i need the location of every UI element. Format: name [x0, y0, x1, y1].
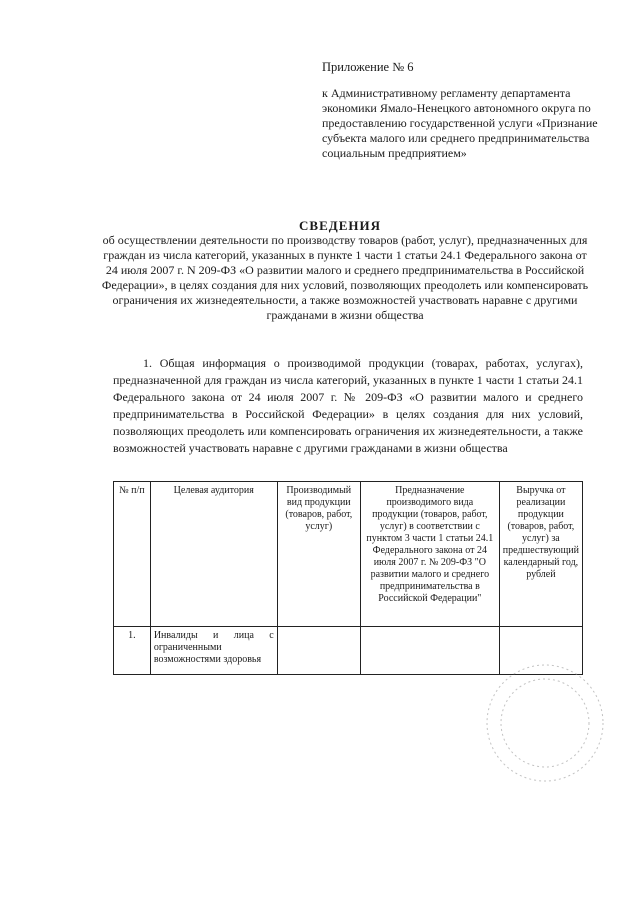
header-target-audience: Целевая аудитория	[150, 482, 277, 627]
header-number: № п/п	[114, 482, 151, 627]
document-subheading: об осуществлении деятельности по производству товаров (работ, услуг), предназначенных для граждан из числа категорий, указанных в пункте 1 части 1 статьи 24.1 Федерального закона от 24 июля 2007 г. N 209-ФЗ «О развитии малого и среднего предпринимательства в Российской Федерации», в целях создания для них условий, позволяющих преодолеть или компенсировать ограничения их жизнедеятельности, а также возможностей участвовать наравне с другими гражданами в жизни общества	[101, 233, 589, 322]
table-row	[114, 627, 583, 675]
table-header-row	[114, 482, 583, 627]
appendix-title: Приложение № 6	[322, 60, 414, 74]
row-product-type	[277, 627, 360, 675]
row-revenue	[499, 627, 582, 675]
row-target-audience: Инвалиды и лица с ограниченными возможностями здоровья	[150, 627, 277, 675]
appendix-annotation: к Административному регламенту департамента экономики Ямало-Ненецкого автономного округа по предоставлению государственной услуги «Признание субъекта малого или среднего предпринимательства социальным предприятием»	[322, 86, 598, 160]
section-1-paragraph: 1. Общая информация о производимой продукции (товарах, работах, услугах), предназначенной для граждан из числа категорий, указанных в пункте 1 части 1 статьи 24.1 Федерального закона от 24 июля 2007 г. № 209-ФЗ «О развитии малого и среднего предпринимательства в Российской Федерации» в целях создания для них условий, позволяющих преодолеть или компенсировать ограничения их жизнедеятельности, а также возможностей участвовать наравне с другими гражданами в жизни общества	[113, 356, 583, 455]
row-product-purpose	[360, 627, 499, 675]
document-heading: СВЕДЕНИЯ	[299, 218, 381, 233]
header-product-purpose: Предназначение производимого вида продукции (товаров, работ, услуг) в соответствии с пунктом 3 части 1 статьи 24.1 Федерального закона от 24 июля 2007 г. № 209-ФЗ "О развитии малого и среднего предпринимательства в Российской Федерации"	[360, 482, 499, 627]
production-info-table	[113, 481, 583, 675]
row-number: 1.	[114, 627, 151, 675]
header-product-type: Производимый вид продукции (товаров, работ, услуг)	[277, 482, 360, 627]
header-revenue: Выручка от реализации продукции (товаров, работ, услуг) за предшествующий календарный год, рублей	[499, 482, 582, 627]
